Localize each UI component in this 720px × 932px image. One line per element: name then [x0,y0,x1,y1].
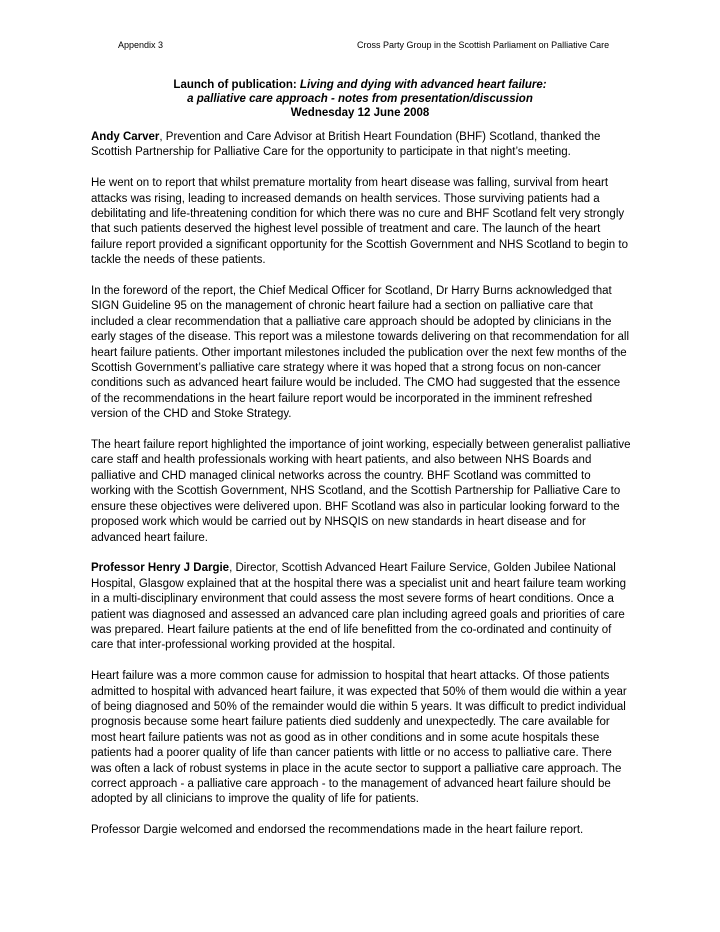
paragraph-endorsement: Professor Dargie welcomed and endorsed the recommendations made in the heart failure report. [91,824,584,837]
speaker-name: Andy Carver [91,131,160,143]
title-publication-name: Living and dying with advanced heart failure: [299,79,547,91]
speaker-name: Professor Henry J Dargie [91,562,230,575]
document-body [91,130,631,854]
paragraph-mortality: He went on to report that whilst premature mortality from heart disease was falling, survival from heart attacks was rising, leading to increased demands on health services. Those surviving patients had a debilitating and life-threatening condition for which there was no cure and BHF Scotland felt very strongly that such patients deserved the highest level possible of treatment and care. The launch of the heart failure report provided a significant opportunity for the Scottish Government and NHS Scotland to begin to tackle the needs of these patients. [91,177,628,267]
paragraph-joint-working: The heart failure report highlighted the importance of joint working, especially between generalist palliative care staff and health professionals working with heart patients, and also between NHS Boards and palliative and CHD managed clinical networks across the country. BHF Scotland was committed to working with the Scottish Government, NHS Scotland, and the Scottish Partnership for Palliative Care to ensure these objectives were delivered upon. BHF Scotland was also in particular looking forward to the proposed work which would be carried out by NHSQIS on new standards in heart disease and for advanced heart failure. [91,439,631,544]
paragraph-henry-dargie [91,561,631,653]
paragraph-foreword: In the foreword of the report, the Chief Medical Officer for Scotland, Dr Harry Burns acknowledged that SIGN Guideline 95 on the management of chronic heart failure had a section on palliative care that included a clear recommendation that a palliative care approach should be adopted by clinicians in the early stages of the disease. This report was a milestone towards delivering on that recommendation for all heart failure patients. Other important milestones included the publication over the next few months of the Scottish Government’s palliative care strategy where it was hoped that a strong focus on non-cancer conditions such as advanced heart failure would be included. The CMO had suggested that the essence of the recommendations in the heart failure report would be incorporated in the imminent refreshed version of the CHD and Stoke Strategy. [91,285,630,421]
title-line-2: a palliative care approach - notes from presentation/discussion [187,93,533,105]
title-date: Wednesday 12 June 2008 [290,107,430,119]
title-prefix: Launch of publication: [173,79,300,91]
paragraph-admissions: Heart failure was a more common cause for admission to hospital that heart attacks. Of those patients admitted to hospital with advanced heart failure, it was expected that 50% of them would die within a year of being diagnosed and 50% of the remainder would die within 5 years. It was difficult to predict individual prognosis because some heart failure patients died suddenly and unexpectedly. The care available for most heart failure patients was not as good as in other conditions and in some acute hospitals these patients had a poorer quality of life than cancer patients with little or no access to palliative care. There was often a lack of robust systems in place in the acute sector to support a palliative care approach. The correct approach - a palliative care approach - to the management of advanced heart failure should be adopted by all clinicians to improve the quality of life for patients. [91,670,627,806]
document-title [0,78,720,120]
paragraph-andy-carver [91,130,631,161]
header-appendix-label: Appendix 3 [118,40,164,50]
title-line-1 [0,78,720,92]
paragraph-text: , Prevention and Care Advisor at British Heart Foundation (BHF) Scotland, thanked the Scottish Partnership for Palliative Care for the opportunity to participate in that night’s meeting. [91,131,601,159]
paragraph-text: , Director, Scottish Advanced Heart Failure Service, Golden Jubilee National Hospital, Glasgow explained that at the hospital there was a specialist unit and heart failure team working in a multi-disciplinary environment that could assess the most severe forms of heart conditions. Once a patient was diagnosed and assessed an advanced care plan including agreed goals and priorities of care was prepared. Heart failure patients at the end of life benefitted from the co-ordinated and continuity of care that inter-professional working provided at the hospital. [91,562,627,652]
header-group-name: Cross Party Group in the Scottish Parliament on Palliative Care [357,40,610,50]
